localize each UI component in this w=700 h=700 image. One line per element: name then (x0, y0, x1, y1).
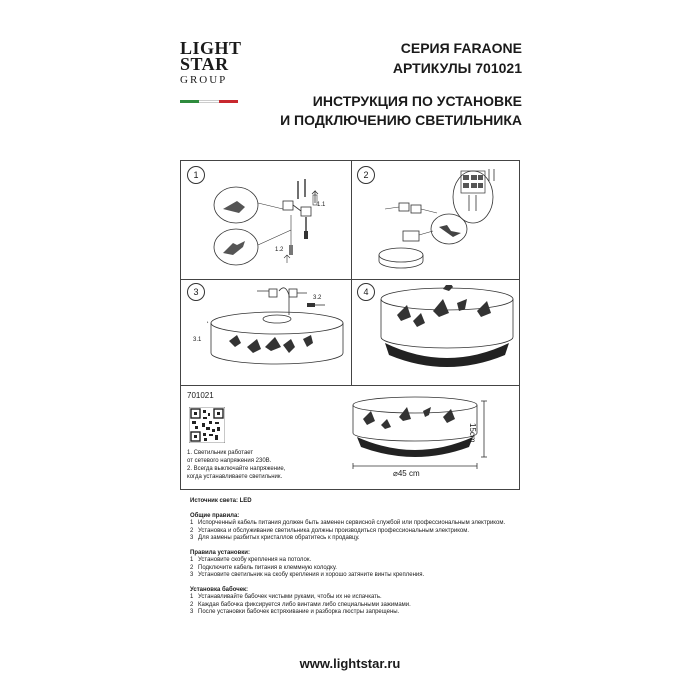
install-rule-item: 3 Установите светильник на скобу крепления и хорошо затяните винты крепления. (190, 572, 425, 578)
instruction-grid (180, 160, 520, 490)
general-rule-item: 3 Для замены разбитых кристаллов обратитесь к продавцу. (190, 535, 360, 541)
light-source-line (190, 498, 520, 506)
note-line-4: когда устанавливаете светильник. (187, 474, 283, 480)
article-number: АРТИКУЛЫ 701021 (392, 60, 522, 76)
step-4-number: 4 (357, 283, 375, 301)
note-line-2: от сетевого напряжения 230В. (187, 458, 272, 464)
document-title (280, 92, 522, 130)
product-drawing (347, 395, 483, 465)
logo-text-group: GROUP (180, 74, 228, 86)
step-2-illustration (377, 167, 515, 275)
height-dimension-line (481, 399, 487, 459)
product-code: 701021 (187, 391, 214, 400)
note-line-3: 2. Всегда выключайте напряжение, (187, 466, 286, 472)
step-1-label-1-1: 1.1 (317, 202, 326, 208)
height-dimension-label: 15cm (468, 423, 477, 443)
italian-flag-stripe (180, 100, 238, 103)
general-rule-item: 2 Установка и обслуживание светильника должны производиться профессиональным электриком. (190, 527, 470, 534)
brand-logo (180, 40, 244, 104)
butterfly-rule-item: 1 Устанавливайте бабочек чистыми руками, чтобы их не испачкать. (190, 594, 382, 600)
step-3-illustration (207, 283, 347, 383)
logo-text-star: STAR (180, 54, 229, 74)
lamp-base-top (379, 248, 423, 262)
step-4-illustration (377, 285, 517, 381)
butterfly-rules-title: Установка бабочек: (190, 586, 249, 593)
step-3-label-3-1: 3.1 (193, 337, 202, 343)
header-series-block (393, 38, 522, 78)
lamp-body-top-step4 (381, 288, 513, 310)
flag-white (199, 100, 218, 103)
general-rules-title: Общие правила: (190, 512, 240, 519)
series-name: СЕРИЯ FARAONE (400, 40, 522, 56)
title-line-1: ИНСТРУКЦИЯ ПО УСТАНОВКЕ (312, 93, 522, 109)
rules-section (190, 498, 520, 617)
note-line-1: 1. Светильник работает (187, 450, 254, 456)
step-3-label-3-2: 3.2 (313, 295, 322, 301)
light-source-value: LED (239, 498, 252, 504)
install-rule-item: 2 Подключите кабель питания в клеммную колодку. (190, 564, 337, 571)
flag-green (180, 100, 199, 103)
install-rules-title: Правила установки: (190, 549, 250, 556)
qr-code (189, 407, 225, 443)
grid-horizontal-divider-1 (181, 279, 519, 280)
website-link[interactable]: www.lightstar.ru (299, 656, 401, 671)
light-source-label: Источник света: (190, 498, 238, 504)
step-1-illustration (211, 175, 346, 275)
grid-vertical-divider (351, 161, 352, 385)
general-rule-item: 1 Испорченный кабель питания должен быть заменен сервисной службой или профессиональным электриком. (190, 520, 506, 526)
grid-horizontal-divider-2 (181, 385, 519, 386)
butterfly-rule-item: 2 Каждая бабочка фиксируется либо винтами либо специальными зажимами. (190, 601, 411, 608)
title-line-2: И ПОДКЛЮЧЕНИЮ СВЕТИЛЬНИКА (280, 112, 522, 128)
logo-text-light: LIGHT (180, 38, 242, 58)
step-2-number: 2 (357, 166, 375, 184)
butterfly-rule-item: 3 После установки бабочек встряхивание и разборка люстры запрещены. (190, 609, 400, 615)
step-3-number: 3 (187, 283, 205, 301)
flag-red (219, 100, 238, 103)
install-rule-item: 1 Установите скобу крепления на потолок. (190, 557, 312, 563)
product-notes (187, 449, 299, 481)
step-1-label-1-2: 1.2 (275, 247, 284, 253)
diameter-dimension-label: ⌀45 cm (393, 469, 420, 478)
step-1-number: 1 (187, 166, 205, 184)
